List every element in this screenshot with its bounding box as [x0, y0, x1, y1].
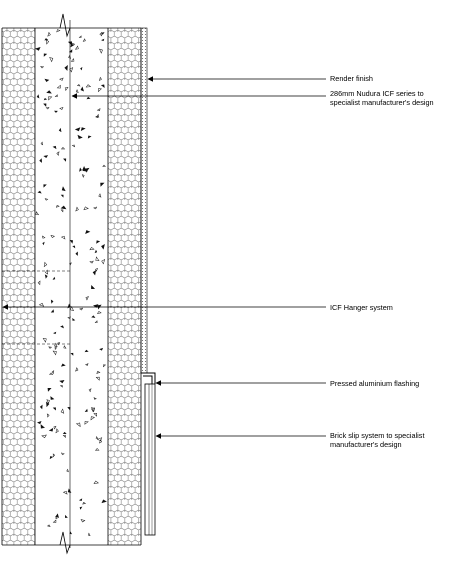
- aggregate-mark: [48, 525, 51, 528]
- aggregate-mark: [90, 247, 94, 250]
- aggregate-mark: [41, 142, 43, 145]
- aggregate-mark: [55, 429, 59, 434]
- aggregate-mark: [38, 421, 42, 423]
- aggregate-mark: [55, 347, 57, 350]
- aggregate-mark: [49, 396, 53, 401]
- aggregate-mark: [90, 416, 95, 420]
- aggregate-mark: [64, 86, 68, 90]
- aggregate-mark: [86, 364, 89, 366]
- aggregate-mark: [42, 236, 45, 239]
- aggregate-mark: [63, 434, 66, 437]
- aggregate-mark: [67, 489, 71, 493]
- aggregate-mark: [53, 145, 57, 149]
- aggregate-mark: [50, 456, 53, 459]
- label-aluminium-flashing: Pressed aluminium flashing: [330, 379, 420, 388]
- aggregate-mark: [95, 321, 98, 324]
- aggregate-mark: [67, 469, 69, 472]
- aggregate-mark: [79, 499, 82, 501]
- bottom-break-symbol: [60, 532, 70, 553]
- aggregate-mark: [96, 240, 100, 243]
- aggregate-mark: [69, 50, 73, 53]
- aggregate-mark: [51, 310, 55, 313]
- aggregate-mark: [44, 98, 46, 100]
- aggregate-mark: [85, 230, 90, 234]
- aggregate-mark: [44, 78, 48, 82]
- aggregate-mark: [61, 364, 65, 366]
- render-finish-layer: [141, 28, 147, 373]
- aggregate-mark: [46, 40, 49, 45]
- aggregate-mark: [43, 53, 47, 56]
- label-brick-slip: Brick slip system to specialist manufacturer's design: [330, 431, 425, 449]
- aggregate-mark: [45, 275, 47, 278]
- aggregate-mark: [52, 370, 55, 373]
- aggregate-mark: [101, 244, 106, 249]
- brick-slip-system: [145, 384, 155, 535]
- aggregate-mark: [83, 39, 86, 42]
- aggregate-mark: [82, 174, 84, 177]
- aggregate-mark: [49, 428, 54, 432]
- left-insulation-layer: [2, 28, 35, 545]
- aggregate-mark: [51, 300, 53, 303]
- aggregate-mark: [53, 454, 55, 457]
- aggregate-mark: [85, 296, 89, 300]
- aggregate-mark: [56, 29, 60, 32]
- aggregate-mark: [61, 325, 65, 329]
- aggregate-mark: [75, 207, 79, 212]
- aggregate-mark: [60, 78, 64, 81]
- aggregate-mark: [60, 385, 63, 388]
- aggregate-mark: [77, 134, 82, 139]
- aggregate-mark: [103, 165, 106, 167]
- aggregate-mark: [40, 66, 43, 69]
- aggregate-mark: [43, 262, 47, 267]
- aggregate-mark: [43, 338, 47, 343]
- aggregate-mark: [61, 409, 64, 413]
- aggregate-mark: [50, 57, 54, 62]
- aggregate-mark: [38, 191, 42, 194]
- aggregate-mark: [84, 207, 88, 210]
- aggregate-mark: [70, 239, 73, 243]
- aggregate-mark: [44, 103, 47, 107]
- aggregate-mark: [85, 409, 88, 412]
- aggregate-mark: [99, 77, 102, 81]
- aggregate-mark: [60, 380, 64, 383]
- aggregate-mark: [95, 257, 99, 262]
- aggregate-mark: [95, 250, 98, 253]
- aggregate-mark: [80, 308, 83, 310]
- aggregate-mark: [72, 144, 75, 147]
- aggregate-mark: [96, 436, 98, 439]
- aggregate-mark: [69, 262, 72, 265]
- aggregate-mark: [39, 302, 44, 307]
- aggregate-mark: [61, 209, 64, 212]
- aggregate-mark: [81, 127, 86, 131]
- aggregate-mark: [61, 452, 64, 455]
- aggregate-mark: [97, 87, 102, 91]
- aggregate-mark: [61, 205, 66, 210]
- aggregate-mark: [102, 39, 105, 41]
- aggregate-mark: [47, 95, 52, 99]
- aggregate-mark: [94, 481, 98, 484]
- concrete-core: [35, 29, 106, 536]
- aggregate-mark: [80, 67, 82, 70]
- aggregate-mark: [50, 373, 53, 376]
- aggregate-mark: [61, 187, 65, 192]
- aggregate-mark: [72, 318, 75, 321]
- aggregate-mark: [90, 285, 94, 290]
- aggregate-mark: [36, 47, 41, 50]
- aggregate-mark: [45, 198, 48, 201]
- aggregate-mark: [43, 184, 47, 187]
- aggregate-mark: [99, 194, 101, 197]
- aggregate-mark: [67, 304, 71, 309]
- aggregate-mark: [60, 107, 63, 109]
- top-break-symbol: [60, 14, 70, 36]
- aggregate-mark: [102, 500, 106, 503]
- aggregate-mark: [48, 346, 51, 349]
- aggregate-mark: [68, 406, 71, 410]
- aggregate-mark: [76, 252, 79, 256]
- aggregate-mark: [94, 207, 97, 209]
- aggregate-mark: [76, 90, 78, 93]
- aggregate-mark: [56, 205, 59, 207]
- aggregate-mark: [53, 350, 57, 355]
- aggregate-mark: [57, 85, 62, 89]
- aggregate-mark: [94, 412, 98, 416]
- aggregate-mark: [45, 270, 48, 274]
- aggregate-mark: [62, 235, 67, 240]
- aggregate-mark: [64, 490, 69, 495]
- aggregate-mark: [47, 387, 52, 391]
- aggregate-mark: [54, 110, 57, 112]
- aggregate-mark: [47, 90, 52, 94]
- right-insulation-layer: [108, 28, 141, 545]
- aggregate-mark: [63, 432, 66, 434]
- aggregate-mark: [81, 87, 84, 91]
- aggregate-mark: [88, 533, 90, 536]
- aggregate-mark: [50, 235, 54, 239]
- aggregate-mark: [53, 520, 57, 523]
- aggregate-mark: [80, 519, 84, 523]
- aggregate-mark: [35, 211, 39, 215]
- aggregate-mark: [53, 425, 56, 428]
- aggregate-mark: [99, 182, 104, 187]
- aggregate-mark: [97, 109, 100, 112]
- aggregate-mark: [42, 242, 44, 245]
- aggregate-mark: [45, 38, 48, 40]
- aggregate-mark: [38, 281, 41, 285]
- aggregate-mark: [90, 261, 93, 263]
- aggregate-mark: [88, 135, 92, 138]
- aggregate-mark: [100, 348, 103, 350]
- aggregate-mark: [97, 371, 100, 373]
- aggregate-mark: [61, 147, 64, 150]
- aggregate-mark: [79, 506, 82, 509]
- aggregate-mark: [47, 32, 51, 36]
- aggregate-mark: [56, 151, 60, 155]
- aggregate-mark: [71, 352, 74, 355]
- aggregate-mark: [79, 168, 82, 172]
- label-icf-series: 286mm Nudura ICF series to specialist manufacturer's design: [330, 89, 434, 107]
- aggregate-mark: [83, 502, 86, 504]
- aggregate-mark: [98, 311, 102, 314]
- aggregate-mark: [59, 128, 61, 131]
- label-icf-hanger: ICF Hanger system: [330, 303, 393, 312]
- aggregate-mark: [79, 36, 82, 38]
- aggregate-mark: [47, 414, 49, 417]
- aggregate-mark: [75, 128, 80, 131]
- aggregate-mark: [84, 420, 89, 424]
- aggregate-mark: [102, 32, 105, 35]
- aggregate-mark: [87, 97, 90, 99]
- aluminium-flashing: [141, 373, 155, 384]
- aggregate-mark: [96, 376, 100, 381]
- aggregate-mark: [64, 65, 68, 70]
- aggregate-mark: [39, 159, 42, 163]
- aggregate-mark: [85, 350, 88, 352]
- aggregate-mark: [64, 158, 67, 162]
- aggregate-mark: [53, 407, 56, 411]
- aggregate-mark: [99, 49, 102, 54]
- aggregate-mark: [53, 277, 56, 280]
- aggregate-mark: [55, 95, 58, 98]
- aggregate-mark: [42, 435, 47, 438]
- aggregate-mark: [101, 259, 106, 264]
- aggregate-mark: [75, 368, 79, 372]
- aggregate-mark: [61, 194, 64, 197]
- aggregate-mark: [46, 107, 49, 109]
- aggregate-mark: [71, 59, 75, 63]
- aggregate-mark: [96, 448, 100, 451]
- aggregate-mark: [73, 245, 76, 248]
- aggregate-mark: [93, 397, 96, 400]
- aggregate-mark: [37, 95, 39, 98]
- aggregate-mark: [40, 405, 43, 409]
- aggregate-mark: [97, 438, 102, 442]
- label-render-finish: Render finish: [330, 74, 373, 83]
- aggregate-mark: [101, 84, 105, 88]
- aggregate-mark: [75, 46, 79, 50]
- aggregate-mark: [63, 346, 66, 349]
- aggregate-mark: [44, 155, 48, 158]
- aggregate-mark: [39, 424, 44, 429]
- aggregate-mark: [64, 515, 67, 518]
- aggregate-mark: [89, 388, 92, 391]
- aggregate-mark: [86, 84, 91, 87]
- aggregate-mark: [92, 315, 95, 318]
- aggregate-mark: [69, 67, 74, 72]
- aggregate-mark: [78, 84, 81, 86]
- aggregate-mark: [54, 332, 56, 334]
- aggregate-mark: [103, 364, 106, 367]
- aggregate-mark: [76, 422, 81, 427]
